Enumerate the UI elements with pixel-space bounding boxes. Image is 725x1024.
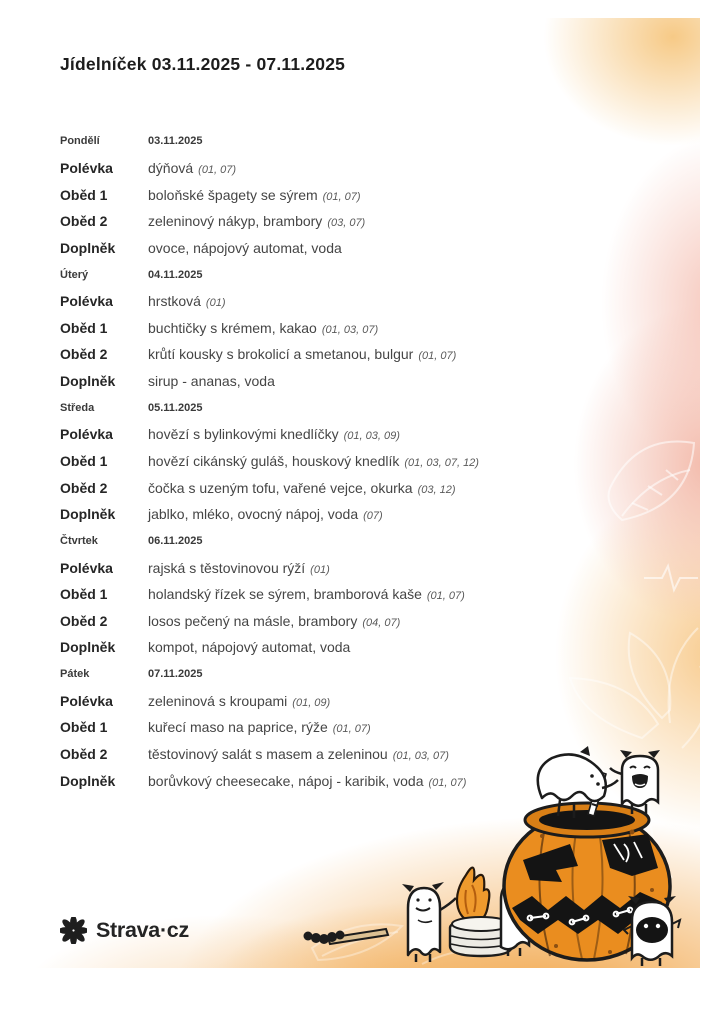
allergen-codes: (01) [205,297,226,310]
page-title: Jídelníček 03.11.2025 - 07.11.2025 [60,54,346,74]
menu-row [60,474,620,501]
course-label: Oběd 1 [60,319,108,336]
menu-row [60,448,620,475]
day-name: Středa [60,401,95,414]
brand-logo [60,917,189,944]
menu-row [60,155,620,182]
course-value [148,586,465,602]
allergen-codes: (04, 07) [362,616,401,629]
allergen-codes: (01, 07) [322,190,361,203]
course-text: hovězí cikánský guláš, houskový knedlík [148,453,400,469]
course-text: krůtí kousky s brokolicí a smetanou, bulgur [148,346,414,363]
allergen-codes: (01, 03, 07) [321,323,379,336]
course-text: čočka s uzeným tofu, vařené vejce, okurka [148,479,413,496]
course-text: sirup - ananas, voda [148,373,275,390]
course-value [148,746,449,762]
course-label: Polévka [60,559,113,576]
allergen-codes: (01, 07) [428,776,467,789]
course-text: hrstková [148,293,201,310]
course-text: zeleninový nákyp, brambory [148,213,323,230]
course-value [148,240,347,256]
course-value [148,613,400,629]
course-text: dýňová [148,159,194,176]
day-name: Pátek [60,668,90,681]
course-value [148,719,371,735]
course-label: Polévka [60,159,113,176]
menu-row [60,634,620,661]
brand-name: Strava·cz [96,918,189,942]
day-date: 06.11.2025 [148,534,203,547]
menu-row [60,687,620,714]
day-header-row [60,661,620,688]
course-value [148,480,456,496]
course-label: Polévka [60,293,113,310]
course-value [148,320,378,336]
course-value [148,453,479,469]
allergen-codes: (01, 07) [198,163,237,176]
day-date: 04.11.2025 [148,268,203,281]
course-label: Oběd 2 [60,346,108,363]
menu-row [60,208,620,235]
strava-flower-icon [60,917,87,944]
menu-table [60,128,620,794]
day-name: Pondělí [60,135,100,148]
course-value [148,639,355,655]
day-date: 05.11.2025 [148,401,203,414]
course-text: zeleninová s kroupami [148,692,288,709]
menu-row [60,368,620,395]
allergen-codes: (03, 07) [327,217,366,230]
menu-sheet [22,18,700,968]
menu-row [60,341,620,368]
course-label: Doplněk [60,506,116,523]
menu-row [60,421,620,448]
course-label: Oběd 1 [60,586,108,603]
course-text: losos pečený na másle, brambory [148,612,358,629]
course-label: Oběd 1 [60,453,108,469]
pumpkin-icon [504,803,670,960]
menu-row [60,501,620,528]
course-text: holandský řízek se sýrem, bramborová kaše [148,586,422,603]
allergen-codes: (01, 03, 09) [343,430,400,443]
course-label: Oběd 2 [60,479,108,496]
course-label: Oběd 1 [60,719,108,736]
burnt-match-icon [304,929,389,944]
allergen-codes: (01, 09) [292,696,331,709]
course-label: Doplněk [60,639,116,656]
course-value [148,773,466,789]
ghost-peeking-icon [501,883,529,956]
day-header-row [60,528,620,555]
menu-row [60,608,620,635]
allergen-codes: (01) [310,563,330,576]
menu-row [60,714,620,741]
course-value [148,213,365,229]
day-date: 07.11.2025 [148,668,203,681]
course-label: Oběd 1 [60,186,108,203]
course-text: kompot, nápojový automat, voda [148,639,351,656]
course-label: Polévka [60,692,113,709]
course-value [148,560,330,576]
course-text: ovoce, nápojový automat, voda [148,239,342,256]
course-label: Doplněk [60,373,116,390]
course-label: Oběd 2 [60,746,108,763]
course-text: borůvkový cheesecake, nápoj - karibik, voda [148,772,424,789]
course-label: Doplněk [60,239,116,256]
allergen-codes: (01, 07) [426,590,465,603]
ghost-blackface-icon [624,896,680,966]
day-name: Čtvrtek [60,534,98,547]
allergen-codes: (01, 07) [418,350,457,363]
course-value [148,346,456,362]
course-value [148,373,280,389]
menu-row [60,288,620,315]
menu-row [60,554,620,581]
course-label: Oběd 2 [60,612,108,629]
menu-row [60,235,620,262]
candle-icon [450,868,512,956]
day-header-row [60,261,620,288]
course-value [148,693,330,709]
day-header-row [60,394,620,421]
course-value [148,293,225,309]
menu-row [60,767,620,794]
course-text: boloňské špagety se sýrem [148,186,318,203]
day-name: Úterý [60,268,89,281]
course-value [148,426,400,442]
allergen-codes: (03, 12) [417,483,456,496]
day-header-row [60,128,620,155]
allergen-codes: (07) [363,510,383,523]
course-label: Polévka [60,426,113,443]
ghost-waving-icon [402,882,456,962]
menu-row [60,181,620,208]
menu-row [60,741,620,768]
allergen-codes: (01, 03, 07) [392,750,449,763]
course-text: buchtičky s krémem, kakao [148,319,317,336]
menu-row [60,314,620,341]
day-date: 03.11.2025 [148,135,203,148]
course-text: hovězí s bylinkovými knedlíčky [148,426,339,443]
course-label: Doplněk [60,772,116,789]
course-text: těstovinový salát s masem a zeleninou [148,746,388,763]
allergen-codes: (01, 07) [332,723,371,736]
course-text: kuřecí maso na paprice, rýže [148,719,328,736]
allergen-codes: (01, 03, 07, 12) [404,457,479,469]
course-label: Oběd 2 [60,213,108,230]
course-text: jablko, mléko, ovocný nápoj, voda [148,506,359,523]
course-text: rajská s těstovinovou rýží [148,559,306,576]
menu-row [60,581,620,608]
course-value [148,506,383,522]
course-value [148,160,236,176]
course-value [148,187,361,203]
